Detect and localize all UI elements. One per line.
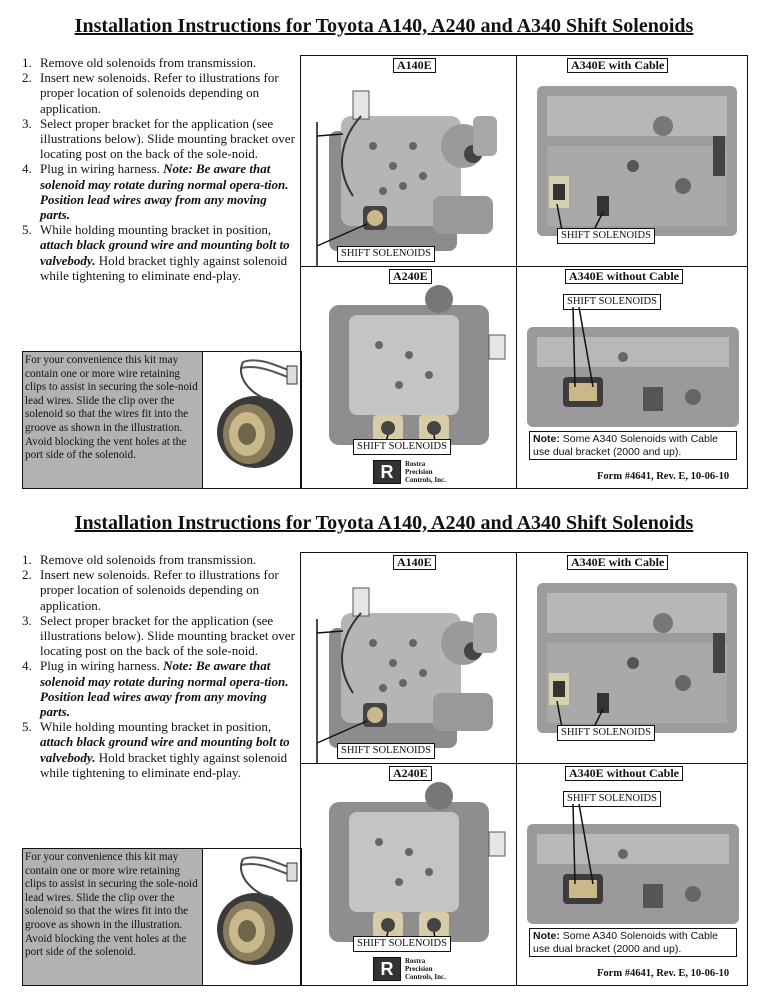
shift-solenoids-callout: SHIFT SOLENOIDS [353, 439, 451, 455]
convenience-note-text: For your convenience this kit may contain one or more wire retaining clips to assist in securing the sole-noid lead wires. Slide the clip over the solenoid so that the wires fit into the groove as shown in the illustration. Avoid blocking the vent holes at the port side of the solenoid. [23, 849, 203, 985]
illustration-grid [300, 55, 748, 489]
panel-a340e-no-cable [517, 267, 747, 488]
rostra-logo-mark: R [373, 957, 401, 981]
rostra-logo [373, 460, 446, 484]
step-item: 4. Plug in wiring harness. Note: Be aware that solenoid may rotate during normal opera-tion. Position lead wires away from any moving parts. [22, 658, 289, 720]
form-number: Form #4641, Rev. E, 10-06-10 [597, 471, 730, 482]
solenoid-clip-photo [203, 849, 301, 985]
panel-label: A240E [389, 269, 432, 284]
step-item: 5. While holding mounting bracket in position, attach black ground wire and mounting bolt to valvebody. Hold bracket tighly against solenoid while tightening to eliminate end-play. [22, 719, 290, 780]
instruction-sheet [0, 511, 768, 1008]
valvebody-photo [309, 285, 509, 455]
panel-label: A240E [389, 766, 432, 781]
dual-bracket-note: Note: Some A340 Solenoids with Cable use dual bracket (2000 and up). [529, 431, 737, 460]
step-item: 3. Select proper bracket for the application (see illustrations below). Slide mounting bracket over locating post on the back of the sole-noid. [22, 115, 295, 162]
valvebody-photo [309, 782, 509, 952]
panel-a140e [301, 553, 517, 764]
rostra-logo-text: Rostra Precision Controls, Inc. [405, 460, 446, 484]
valvebody-photo [523, 76, 743, 246]
instruction-sheet [0, 14, 768, 511]
panel-label: A340E with Cable [567, 555, 668, 570]
convenience-note-text: For your convenience this kit may contain one or more wire retaining clips to assist in securing the sole-noid lead wires. Slide the clip over the solenoid so that the wires fit into the groove as shown in the illustration. Avoid blocking the vent holes at the port side of the solenoid. [23, 352, 203, 488]
illustration-grid [300, 552, 748, 986]
step-item: 2. Insert new solenoids. Refer to illustrations for proper location of solenoids depending on application. [22, 70, 279, 116]
valvebody-photo [523, 307, 743, 437]
valvebody-photo [313, 76, 509, 266]
panel-a340e-cable [517, 553, 747, 764]
step-item: 4. Plug in wiring harness. Note: Be aware that solenoid may rotate during normal opera-tion. Position lead wires away from any moving parts. [22, 161, 289, 223]
step-item: 1. Remove old solenoids from transmission. [22, 55, 257, 70]
step-item: 2. Insert new solenoids. Refer to illustrations for proper location of solenoids depending on application. [22, 567, 279, 613]
valvebody-photo [523, 573, 743, 743]
shift-solenoids-callout: SHIFT SOLENOIDS [337, 743, 435, 759]
form-number: Form #4641, Rev. E, 10-06-10 [597, 968, 730, 979]
steps-list [22, 55, 298, 283]
rostra-logo-mark: R [373, 460, 401, 484]
valvebody-photo [523, 804, 743, 934]
shift-solenoids-callout: SHIFT SOLENOIDS [353, 936, 451, 952]
panel-a240e [301, 764, 517, 985]
shift-solenoids-callout: SHIFT SOLENOIDS [557, 725, 655, 741]
steps-list [22, 552, 298, 780]
panel-a340e-cable [517, 56, 747, 267]
panel-label: A140E [393, 58, 436, 73]
shift-solenoids-callout: SHIFT SOLENOIDS [337, 246, 435, 262]
shift-solenoids-callout: SHIFT SOLENOIDS [557, 228, 655, 244]
step-item: 5. While holding mounting bracket in position, attach black ground wire and mounting bolt to valvebody. Hold bracket tighly against solenoid while tightening to eliminate end-play. [22, 222, 290, 283]
page-title: Installation Instructions for Toyota A140, A240 and A340 Shift Solenoids [74, 512, 694, 534]
step-item: 3. Select proper bracket for the application (see illustrations below). Slide mounting bracket over locating post on the back of the sole-noid. [22, 612, 295, 659]
page-title: Installation Instructions for Toyota A140, A240 and A340 Shift Solenoids [74, 15, 694, 37]
rostra-logo [373, 957, 446, 981]
convenience-note [22, 351, 302, 489]
panel-label: A140E [393, 555, 436, 570]
panel-a140e [301, 56, 517, 267]
step-item: 1. Remove old solenoids from transmission. [22, 552, 257, 567]
panel-label: A340E with Cable [567, 58, 668, 73]
valvebody-photo [313, 573, 509, 763]
solenoid-clip-photo [203, 352, 301, 488]
rostra-logo-text: Rostra Precision Controls, Inc. [405, 957, 446, 981]
panel-a340e-no-cable [517, 764, 747, 985]
shift-solenoids-callout: SHIFT SOLENOIDS [563, 791, 661, 807]
convenience-note [22, 848, 302, 986]
panel-label: A340E without Cable [565, 269, 683, 284]
panel-label: A340E without Cable [565, 766, 683, 781]
dual-bracket-note: Note: Some A340 Solenoids with Cable use dual bracket (2000 and up). [529, 928, 737, 957]
shift-solenoids-callout: SHIFT SOLENOIDS [563, 294, 661, 310]
panel-a240e [301, 267, 517, 488]
